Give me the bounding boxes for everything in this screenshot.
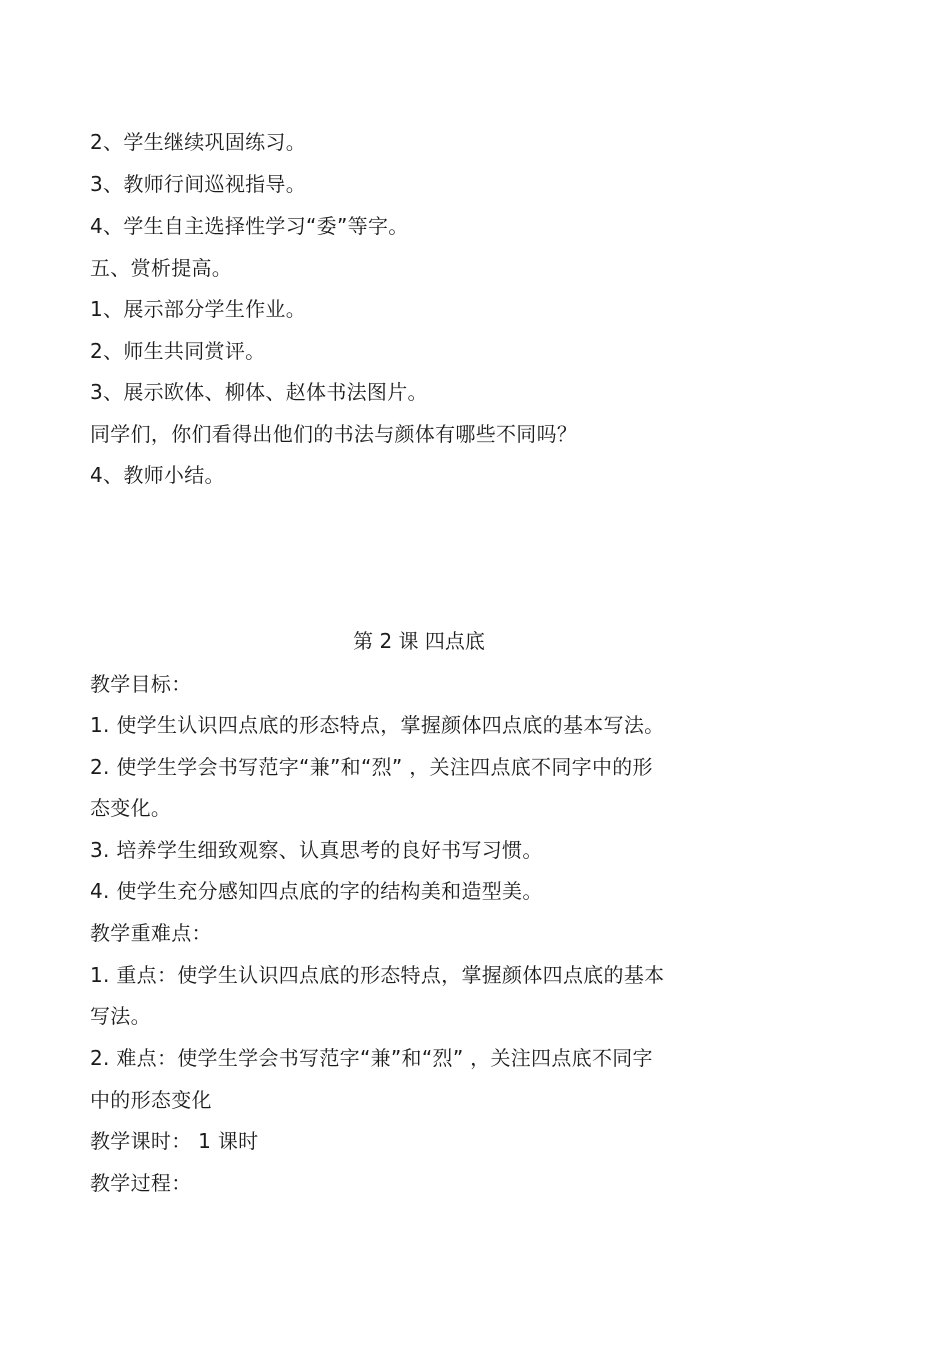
section-heading: 教学课时： 1 课时 [90,1129,259,1153]
text-line: 3、展示欧体、柳体、赵体书法图片。 [90,380,428,404]
text-line: 4. 使学生充分感知四点底的字的结构美和造型美。 [90,879,543,903]
text-line: 1. 重点：使学生认识四点底的形态特点，掌握颜体四点底的基本 [90,963,665,987]
text-line: 2、学生继续巩固练习。 [90,130,307,154]
section-heading: 教学过程： [90,1171,192,1195]
lesson-title: 第 2 课 四点底 [353,629,485,653]
text-line: 1. 使学生认识四点底的形态特点，掌握颜体四点底的基本写法。 [90,713,665,737]
text-line: 中的形态变化 [90,1088,212,1112]
section-heading: 教学重难点： [90,921,212,945]
text-line: 同学们，你们看得出他们的书法与颜体有哪些不同吗？ [90,422,578,446]
text-line: 态变化。 [90,796,172,820]
text-line: 3. 培养学生细致观察、认真思考的良好书写习惯。 [90,838,543,862]
text-line: 1、展示部分学生作业。 [90,297,307,321]
section-heading: 五、赏析提高。 [90,256,233,280]
section-heading: 教学目标： [90,672,192,696]
text-line: 4、学生自主选择性学习“委”等字。 [90,214,409,238]
text-line: 2. 难点：使学生学会书写范字“兼”和“烈” ，关注四点底不同字 [90,1046,653,1070]
text-line: 2. 使学生学会书写范字“兼”和“烈” ，关注四点底不同字中的形 [90,755,653,779]
text-line: 2、师生共同赏评。 [90,339,266,363]
text-line: 写法。 [90,1004,151,1028]
text-line: 4、教师小结。 [90,463,225,487]
text-line: 3、教师行间巡视指导。 [90,172,307,196]
